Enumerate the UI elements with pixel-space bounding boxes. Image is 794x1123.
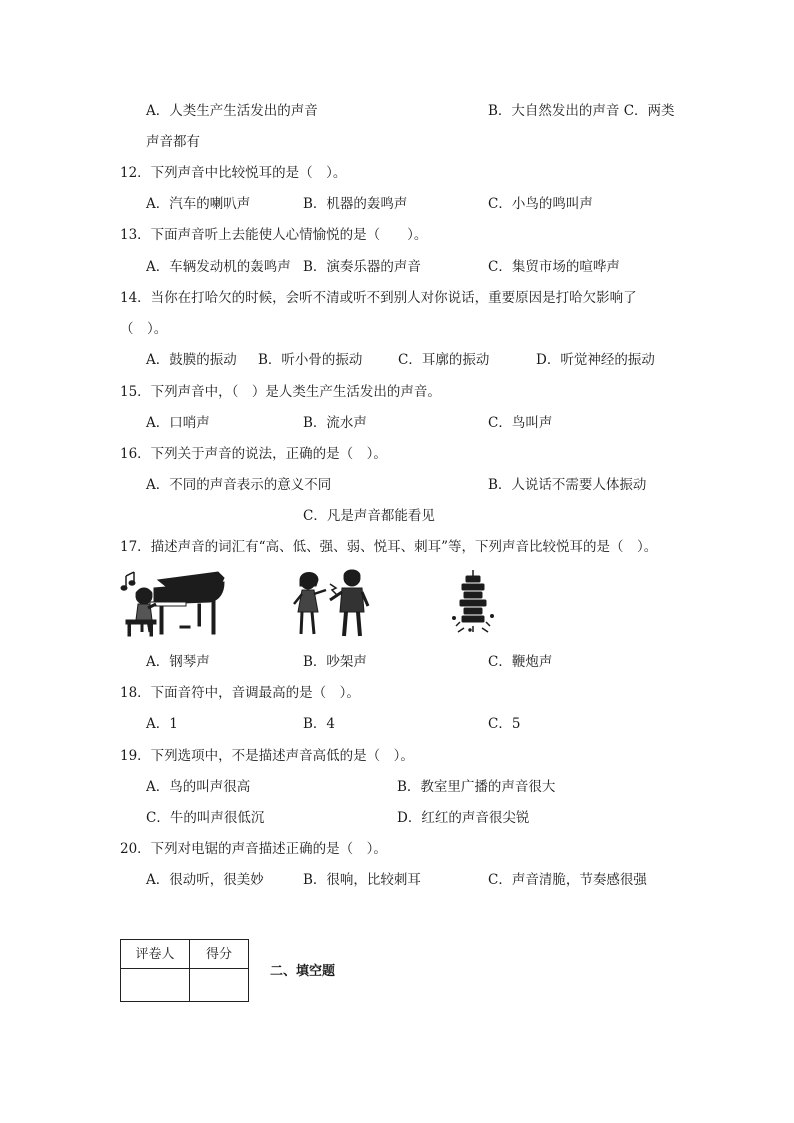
option-c: C．耳廓的振动 bbox=[398, 352, 490, 368]
option-d: D．听觉神经的振动 bbox=[536, 352, 655, 368]
question-stem: 20．下列对电锯的声音描述正确的是（ ）。 bbox=[120, 841, 387, 857]
option-b: B．4 bbox=[303, 716, 336, 732]
option-c: C．声音清脆，节奏感很强 bbox=[488, 872, 647, 888]
section-title: 二、填空题 bbox=[270, 964, 336, 979]
option-a: A．口哨声 bbox=[146, 415, 210, 431]
option-a: A．鸟的叫声很高 bbox=[146, 779, 251, 795]
option-a: A．钢琴声 bbox=[146, 654, 210, 670]
option-c: C．5 bbox=[488, 716, 521, 732]
question-stem: 13．下面声音听上去能使人心情愉悦的是（ ）。 bbox=[120, 227, 428, 243]
option-c: C．小鸟的鸣叫声 bbox=[488, 196, 593, 212]
q11-option-a: A．人类生产生活发出的声音 bbox=[146, 103, 318, 119]
grader-cell[interactable] bbox=[121, 969, 190, 1002]
option-c: C．鞭炮声 bbox=[488, 654, 553, 670]
question-stem: 16．下列关于声音的说法，正确的是（ ）。 bbox=[120, 446, 387, 462]
question-stem: 18．下面音符中，音调最高的是（ ）。 bbox=[120, 685, 360, 701]
question-stem-continuation: （ ）。 bbox=[120, 321, 168, 337]
option-c: C．集贸市场的喧哗声 bbox=[488, 259, 620, 275]
option-a: A．很动听，很美妙 bbox=[146, 872, 264, 888]
question-stem: 12．下列声音中比较悦耳的是（ ）。 bbox=[120, 165, 347, 181]
score-cell[interactable] bbox=[190, 969, 249, 1002]
option-a: A．汽车的喇叭声 bbox=[146, 196, 251, 212]
q11-option-b-c: B．大自然发出的声音 C．两类 bbox=[488, 103, 675, 119]
option-b: B．教室里广播的声音很大 bbox=[397, 779, 556, 795]
option-a: A．不同的声音表示的意义不同 bbox=[146, 477, 332, 493]
option-a: A．1 bbox=[146, 716, 178, 732]
question-stem: 19．下列选项中，不是描述声音高低的是（ ）。 bbox=[120, 748, 414, 764]
grader-header: 评卷人 bbox=[121, 940, 190, 969]
question-stem: 14．当你在打哈欠的时候，会听不清或听不到别人对你说话，重要原因是打哈欠影响了 bbox=[120, 290, 637, 306]
option-c: C．牛的叫声很低沉 bbox=[146, 810, 265, 826]
firecrackers-image bbox=[450, 568, 496, 634]
option-b: B．机器的轰鸣声 bbox=[303, 196, 408, 212]
option-d: D．红红的声音很尖锐 bbox=[397, 810, 530, 826]
option-c: C．鸟叫声 bbox=[488, 415, 553, 431]
option-b: B．听小骨的振动 bbox=[258, 352, 363, 368]
option-b: B．很响，比较刺耳 bbox=[303, 872, 421, 888]
option-c: C．凡是声音都能看见 bbox=[303, 508, 435, 524]
option-a: A．车辆发动机的轰鸣声 bbox=[146, 259, 291, 275]
score-table bbox=[120, 939, 249, 1002]
option-b: B．人说话不需要人体振动 bbox=[488, 477, 647, 493]
question-stem: 17．描述声音的词汇有“高、低、强、弱、悦耳、刺耳”等，下列声音比较悦耳的是（ ）。 bbox=[120, 539, 658, 555]
q11-option-continuation: 声音都有 bbox=[146, 134, 200, 150]
piano-player-image bbox=[120, 566, 226, 640]
option-b: B．流水声 bbox=[303, 415, 367, 431]
option-b: B．演奏乐器的声音 bbox=[303, 259, 421, 275]
score-header: 得分 bbox=[190, 940, 249, 969]
option-a: A．鼓膜的振动 bbox=[146, 352, 237, 368]
option-b: B．吵架声 bbox=[303, 654, 367, 670]
arguing-couple-image bbox=[290, 566, 376, 638]
question-stem: 15．下列声音中，（ ）是人类生产生活发出的声音。 bbox=[120, 384, 441, 400]
